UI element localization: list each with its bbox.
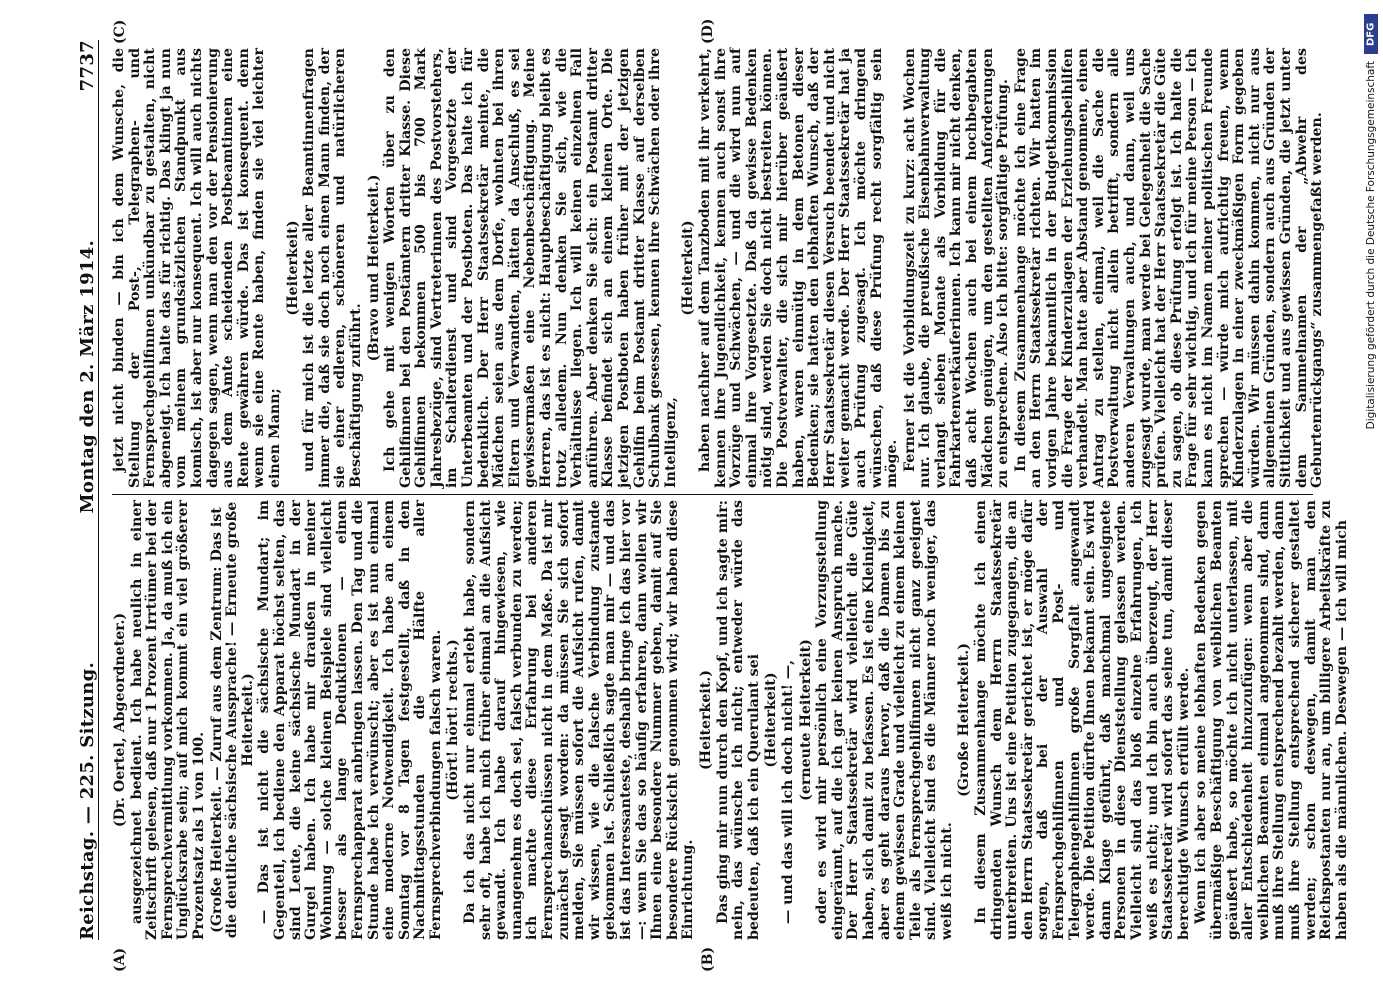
paragraph: Wenn ich aber so meine lebhaften Bedenken gegen übermäßige Beschäftigung von weiblichen Beamten geäußert habe, so möchte ich nicht unterlassen, mit aller Entschiedenheit hinzuzufügen: wenn aber die weiblichen Beamten einmal angenommen sind, dann muß ihre Stellung entsprechend bezahlt werden, dann muß ihre Stellung entsprechend sicherer gestaltet werden; schon deswegen, damit man den Reichspostanten nur an, um billigere Arbeitskräfte zu haben als die männlichen. Deswegen — ich will mich bbox=[1193, 500, 1350, 940]
paragraph: Ferner ist die Vorbildungszeit zu kurz: acht Wochen nur. Ich glaube, die preußische Eisenbahnverwaltung verlangt sieben Monate als Vorbildung für die Fahrkartenverkäuferinnen. Ich kann mir nicht denken, daß acht Wochen auch bei einem hochbegabten Mädchen genügen, um den gestellten Anforderungen zu entsprechen. Also ich bitte: sorgfältige Prüfung. bbox=[901, 48, 1012, 488]
paragraph: und für mich ist die letzte aller Beamtinnenfragen immer die, daß sie doch noch einen Mann finden, der sie einer edleren, schöneren und natürlicheren Beschäftigung zuführt. bbox=[301, 48, 364, 488]
column-divider bbox=[112, 494, 1313, 495]
header-session: Reichstag. — 225. Sitzung. bbox=[77, 661, 98, 940]
page-number: 7737 bbox=[77, 40, 98, 92]
remark-line: (erneute Heiterkeit) bbox=[797, 639, 814, 801]
dfg-logo: DFG bbox=[1364, 14, 1378, 54]
paragraph: — Das ist nicht die sächsische Mundart; im Gegenteil, ich bediene den Apparat höchst selten, das sind Leute, die keine sächsische Mundart in der Gurgel haben. Ich habe mir draußen in meiner Wohnung — solche kleinen Beispiele sind vielleicht besser als lange Deduktionen — einen Fernsprechapparat anbringen lassen. Den Tag und die Stunde habe ich verwünscht; aber es ist nun einmal eine moderne Notwendigkeit. Ich habe an einem Sonntag vor 8 Tagen festgestellt, daß in den Nachmittagsstunden die Hälfte aller Fernsprechverbindungen falsch waren. bbox=[256, 500, 444, 940]
paragraph: In diesem Zusammenhange möchte ich einen dringenden Wunsch dem Herrn Staatssekretär unterbreiten. Uns ist eine Petition zugegangen, die an den Herrn Staatssekretär gerichtet ist, er möge dafür sorgen, daß bei der Auswahl der Fernsprechgehilfinnen und Post- und Telegraphengehilfinnen große Sorgfalt angewandt werde. Die Petition dürfte Ihnen bekannt sein. Es wird dann Klage geführt, daß manchmal ungeeignete Personen in diese Dienststellung gelassen werden. Vielleicht sind das bloß einzelne Erfahrungen, ich weiß es nicht; und ich bin auch überzeugt, der Herr Staatssekretär wird sofort das seine tun, damit dieser berechtigte Wunsch erfüllt werde. bbox=[973, 500, 1192, 940]
paragraph: In diesem Zusammenhange möchte ich eine Frage an den Herrn Staatssekretär richten. Wir hatten im vorigen Jahre bekanntlich in der Budgetkommission die Frage der Kinderzulagen der Erziehungsbeihilfen verhandelt. Man hatte aber Abstand genommen, einen Antrag zu stellen, einmal, weil die Sache die Postverwaltung nicht allein betrifft, sondern alle anderen Verwaltungen auch, und dann, weil uns zugesagt wurde, man werde bei Gelegenheit die Sache prüfen. Vielleicht hat der Herr Staatssekretär die Güte zu sagen, ob diese Prüfung erfolgt ist. Ich halte die Frage für sehr wichtig, und ich für meine Person — ich kann es nicht im Namen meiner politischen Freunde sprechen — würde mich aufrichtig freuen, wenn Kinderzulagen in einer zweckmäßigen Form gegeben würden. Wir müssen dahin kommen, nicht nur aus allgemeinen Gründen, sondern auch aus Gründen der Sittlichkeit und aus gewissen Gründen, die jetzt unter dem Sammelnamen der „Abwehr des Geburtenrückgangs“ zusammengefaßt werden. bbox=[1012, 48, 1326, 488]
remark-line: (Heiterkeit) bbox=[680, 220, 697, 316]
paragraph: Da ich das nicht nur einmal erlebt habe, sondern sehr oft, habe ich mich früher einmal an die Aufsicht gewandt. Ich habe darauf hingewiesen, wie unangenehm es doch sei, falsch verbunden zu werden; ich machte diese Erfahrung bei anderen Fernsprechanschlüssen nicht in dem Maße. Da ist mir zunächst gesagt worden: da müssen Sie sich sofort melden, Sie müssen sofort die Aufsicht rufen, damit wir wissen, wie die falsche Verbindung zustande gekommen ist. Schließlich sagte man mir — und das ist das Interessanteste, deshalb bringe ich das hier vor —: wenn Sie das so häufig erfahren, dann wollen wir Ihnen eine besondere Nummer geben, damit auf Sie besondere Rücksicht genommen wird; wir haben diese Einrichtung. bbox=[462, 500, 697, 940]
page-header bbox=[62, 40, 99, 940]
margin-marker-c: (C) bbox=[112, 19, 128, 44]
remark-line: (Dr. Oertel, Abgeordneter.) bbox=[112, 612, 128, 828]
paragraph: oder es wird mir persönlich eine Vorzugsstellung eingeräumt, auf die ich gar keinen Anspruch mache. Der Herr Staatssekretär wird vielleicht die Güte haben, sich damit zu befassen. Es ist eine Kleinigkeit, aber es geht daraus hervor, daß die Damen bis zu einem gewissen Grade und vielleicht zu einem kleinen Teile als Fernsprechgehilfinnen nicht ganz geeignet sind. Vielleicht sind es die Männer noch weniger, das weiß ich nicht. bbox=[814, 500, 955, 940]
remark-line: (Bravo und Heiterkeit.) bbox=[365, 174, 382, 362]
digitization-sidebar bbox=[1362, 6, 1382, 996]
paragraph: haben nachher auf dem Tanzboden mit ihr verkehrt, kennen ihre Jugendlichkeit, kennen auch sonst ihre Vorzüge und Schwächen, — und die wird nun auf einmal ihre Vorgesetzte. Daß da gewisse Bedenken nötig sind, werden Sie doch nicht bestreiten können. Die Postverwalter, die sich mir hierüber geäußert haben, waren einmütig in dem Betonen dieser Bedenken; sie hatten den lebhaften Wunsch, daß der Herr Staatssekretär diesen Versuch beendet und nicht weiter gemacht werde. Der Herr Staatssekretär hat ja auch Prüfung zugesagt. Ich möchte dringend wünschen, daß diese Prüfung recht sorgfältig sein möge. bbox=[696, 48, 901, 488]
paragraph: ausgezeichnet bedient. Ich habe neulich in einer Zeitschrift gelesen, daß nur 1 Prozent Irrtümer bei der Fernsprechvermittlung vorkommen. Ja, da muß ich ein Unglücksrabe sein; auf mich kommt ein viel größerer Prozentsatz als 1 von 100. bbox=[128, 500, 207, 940]
margin-marker-d: (D) bbox=[700, 18, 716, 44]
right-column bbox=[111, 48, 1326, 488]
paragraph: — und das will ich doch nicht! —, bbox=[779, 659, 796, 924]
remark-line: (Große Heiterkeit.) bbox=[956, 643, 973, 797]
header-date: Montag den 2. März 1914. bbox=[77, 239, 98, 514]
paragraph: Ich gehe mit wenigen Worten über zu den Gehilfinnen bei den Postämtern dritter Klasse. Diese Gehilfinnen bekommen 500 bis 700 Mark Jahresbezüge, sind Vertreterinnen des Postvorstehers, im Schalterdienst und sind Vorgesetzte der Unterbeamten und der Postboten. Das halte ich für bedenklich. Der Herr Staatssekretär meinte, die Mädchen seien aus dem Dorfe, wohnten bei ihren Eltern und Verwandten, hätten da Anschluß, es sei gewissermaßen eine Nebenbeschäftigung. Meine Herren, das ist es nicht: Hauptbeschäftigung bleibt es trotz alledem. Nun denken Sie sich, wie die Verhältnisse liegen. Ich will keinen einzelnen Fall anführen. Aber denken Sie sich: ein Postamt dritter Klasse befindet sich an einem kleinen Orte. Die jetzigen Postboten haben früher mit der jetzigen Gehilfin beim Postamt dritter Klasse auf derselben Schulbank gesessen, kennen ihre Schwächen oder ihre Intelligenz, bbox=[382, 48, 679, 488]
margin-marker-b: (B) bbox=[700, 946, 716, 972]
remark-line: (Große Heiterkeit. — Zuruf aus dem Zentrum: Das ist die deutliche sächsische Aussprache! — Erneute große Heiterkeit.) bbox=[208, 501, 256, 939]
remark-line: (Heiterkeit) bbox=[763, 672, 780, 768]
remark-line: (Heiterkeit) bbox=[284, 220, 301, 316]
paragraph: Das ging mir nun durch den Kopf, und ich sagte mir: nein, das wünsche ich nicht; entweder würde das bedeuten, daß ich ein Querulant sei bbox=[714, 500, 762, 940]
left-column bbox=[112, 500, 1350, 940]
remark-line: (Hört! hört! rechts.) bbox=[445, 639, 462, 801]
funding-note: Digitalisierung gefördert durch die Deutsche Forschungsgemeinschaft bbox=[1365, 61, 1377, 430]
margin-marker-a: (A) bbox=[112, 947, 128, 972]
remark-line: (Heiterkeit.) bbox=[697, 669, 714, 771]
paragraph: jetzt nicht binden — bin ich dem Wunsche, die Stellung der Post-, Telegraphen- und Fernsprechgehilfinnen unkündbar zu gestalten, nicht abgeneigt. Ich halte das für richtig. Das klingt ja nun vom meinem grundsätzlichen Standpunkt aus komisch, ist aber nur konsequent. Ich will auch nichts dagegen sagen, wenn man den vor der Pensionierung aus dem Amte scheidenden Postbeamtinnen eine Rente gewähren würde. Das ist konsequent. denn wenn sie eine Rente haben, finden sie viel leichter einen Mann; bbox=[111, 48, 283, 488]
